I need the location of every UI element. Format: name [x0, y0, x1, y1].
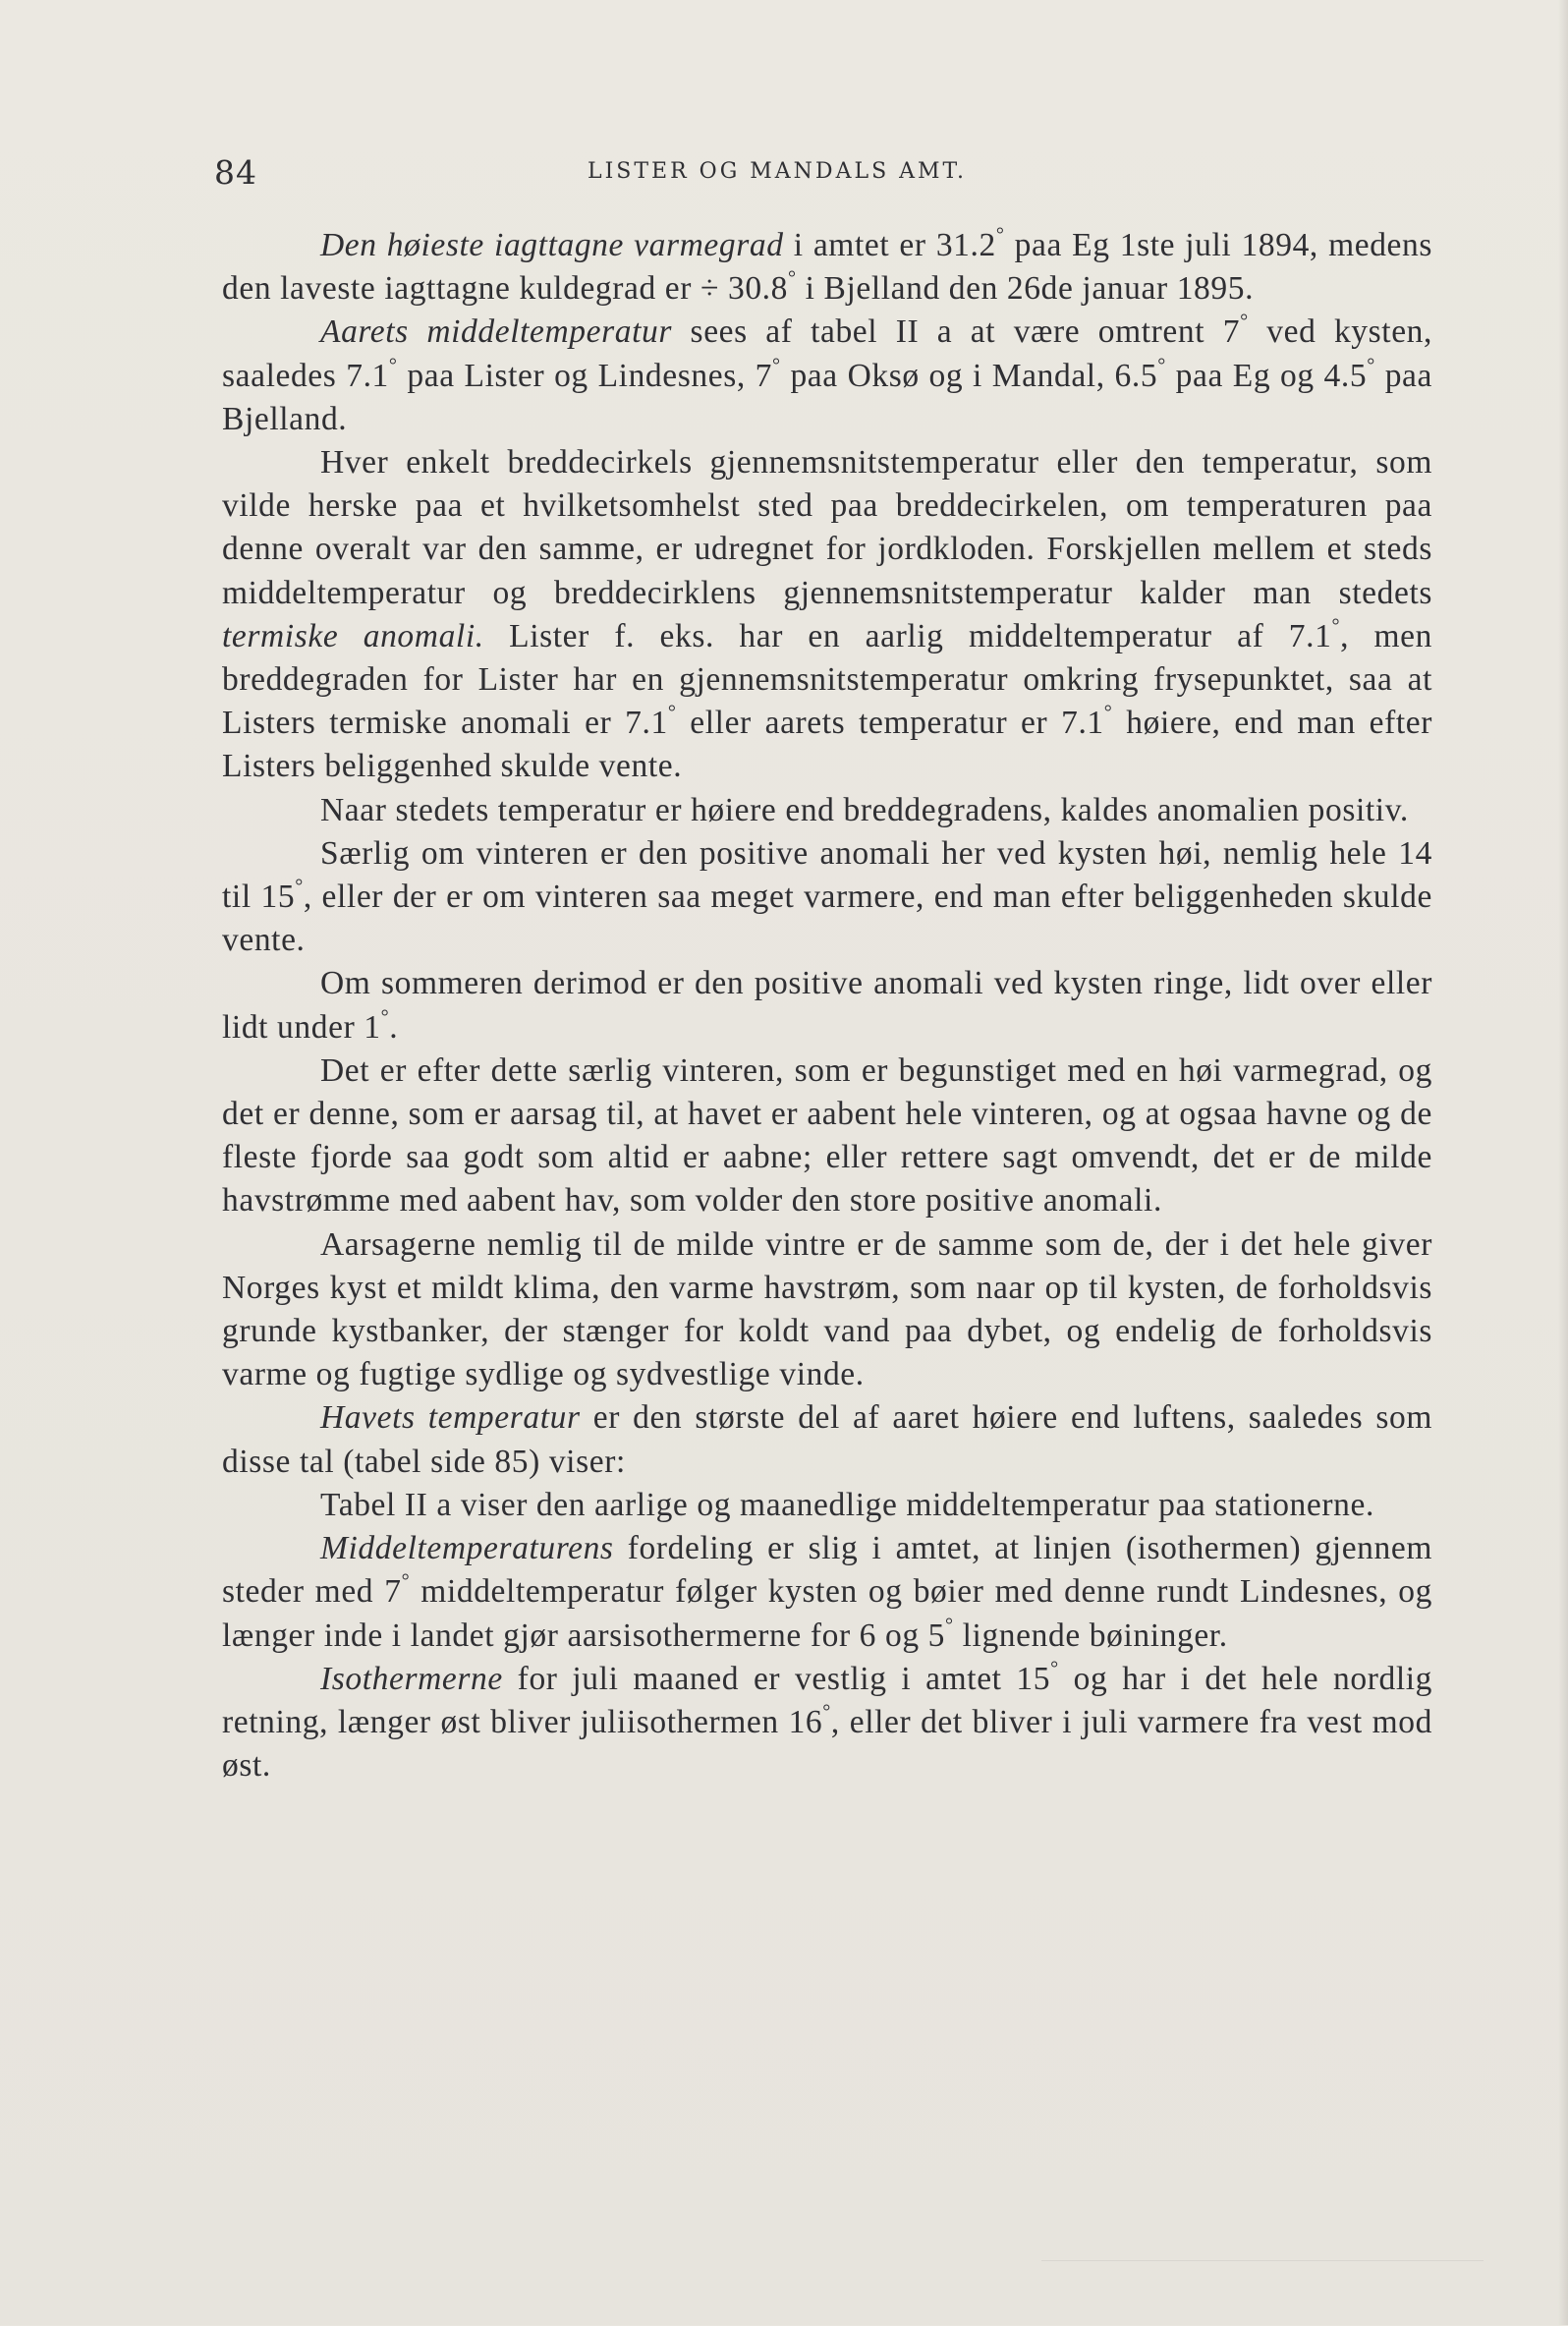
paragraph [222, 311, 1432, 441]
text-run: og har i det hele nordlig retning, længer øst bliver juliisothermen 16 [222, 1660, 1432, 1740]
text-run: Om sommeren derimod er den positive anomali ved kysten ringe, lidt over eller lidt under 1 [222, 965, 1432, 1046]
degree-sign: ° [667, 702, 677, 724]
degree-sign: ° [822, 1700, 831, 1723]
text-run: sees af tabel II a at være omtrent 7 [672, 313, 1241, 351]
text-run: paa Eg 1ste juli 1894, medens den laveste iagttagne kuldegrad er ÷ 30.8 [222, 227, 1432, 308]
degree-sign: ° [995, 223, 1005, 246]
text-run: middeltemperatur følger kysten og bøier med denne rundt Lindesnes, og længer inde i landet gjør aarsisothermerne for 6 og 5 [222, 1573, 1432, 1654]
text-run: , eller det bliver i juli varmere fra vest mod øst. [222, 1703, 1432, 1785]
text-run: Aarsagerne nemlig til de milde vintre er de samme som de, der i det hele giver Norges kyst et mildt klima, den varme havstrøm, som naar op til kysten, de forholdsvis grunde kystbanker, der stænger for koldt vand paa dybet, og endelig de forholdsvis varme og fugtige sydlige og sydvestlige vinde. [222, 1225, 1432, 1393]
text-run: . [389, 1008, 399, 1046]
text-run: Tabel II a viser den aarlige og maanedlige middeltemperatur paa stationerne. [320, 1486, 1374, 1523]
text-run: for juli maaned er vestlig i amtet 15 [502, 1660, 1051, 1697]
text-run: ved kysten, saaledes 7.1 [222, 313, 1432, 394]
degree-sign: ° [295, 875, 304, 897]
degree-sign: ° [1331, 614, 1341, 637]
text-run: paa Bjelland. [222, 357, 1432, 437]
degree-sign: ° [1367, 354, 1375, 376]
degree-sign: ° [388, 354, 398, 376]
text-run: paa Eg og 4.5 [1165, 357, 1368, 394]
paragraph [222, 962, 1432, 1049]
text-run: i Bjelland den 26de januar 1895. [796, 270, 1255, 308]
text-run: eller aarets temperatur er 7.1 [676, 705, 1104, 742]
degree-sign: ° [1157, 354, 1166, 376]
italic-term: Havets temperatur [320, 1399, 581, 1437]
text-run: Det er efter dette særlig vinteren, som er begunstiget med en høi varmegrad, og det er denne, som er aarsag til, at havet er aabent hele vinteren, og at ogsaa havne og de fleste fjorde saa godt som altid er aabne; eller rettere sagt omvendt, det er de milde havstrømme med aabent hav, som volder den store positive anomali. [222, 1051, 1432, 1220]
paragraph [222, 1050, 1432, 1223]
paragraph [222, 1396, 1432, 1483]
running-title: LISTER OG MANDALS AMT. [588, 159, 967, 184]
paragraph [222, 1484, 1432, 1527]
italic-term: Den høieste iagttagne varmegrad [320, 227, 784, 263]
page-edge-shadow [1558, 0, 1568, 2325]
degree-sign: ° [380, 1005, 390, 1028]
paragraph [222, 441, 1432, 789]
page-number: 84 [214, 153, 257, 192]
paragraph [222, 1658, 1432, 1788]
degree-sign: ° [771, 354, 781, 376]
text-run: paa Oksø og i Mandal, 6.5 [780, 357, 1158, 394]
text-run: er den største del af aaret høiere end luftens, saaledes som disse tal (tabel side 85) viser: [222, 1399, 1432, 1480]
degree-sign: ° [401, 1570, 411, 1593]
text-run: fordeling er slig i amtet, at linjen (isothermen) gjennem steder med 7 [222, 1530, 1432, 1611]
page-header [214, 153, 1437, 193]
text-run: høiere, end man efter Listers beliggenhed skulde vente. [222, 705, 1432, 785]
italic-term: Middeltemperaturens [320, 1530, 614, 1567]
degree-sign: ° [1103, 702, 1113, 724]
text-run: lignende bøininger. [953, 1617, 1228, 1654]
text-run: i amtet er 31.2 [783, 227, 996, 263]
text-run: Særlig om vinteren er den positive anomali her ved kysten høi, nemlig hele 14 til 15 [222, 834, 1432, 916]
paragraph [222, 224, 1432, 311]
text-run: Lister f. eks. har en aarlig middeltemperatur af 7.1 [483, 617, 1332, 654]
italic-term: Aarets middeltemperatur [320, 313, 673, 351]
paragraph [222, 1527, 1432, 1658]
text-run: , men breddegraden for Lister har en gjennemsnitstemperatur omkring frysepunktet, saa at Listers termiske anomali er 7.1 [222, 617, 1433, 742]
italic-term: termiske anomali. [222, 617, 484, 654]
page-fold [1041, 2260, 1484, 2326]
body-text [222, 224, 1432, 1787]
paragraph [222, 789, 1432, 832]
text-run: paa Lister og Lindesnes, 7 [397, 357, 772, 394]
paragraph [222, 832, 1432, 963]
paragraph [222, 1223, 1432, 1397]
text-run: Hver enkelt breddecirkels gjennemsnitstemperatur eller den temperatur, som vilde herske paa et hvilketsomhelst sted paa breddecirkelen, om temperaturen paa denne overalt var den samme, er udregnet for jordkloden. Forskjellen mellem et steds middeltemperatur og breddecirklens gjennemsnitstemperatur kalder man stedets [222, 444, 1432, 611]
degree-sign: ° [788, 267, 797, 290]
degree-sign: ° [945, 1614, 954, 1636]
degree-sign: ° [1240, 311, 1249, 333]
degree-sign: ° [1050, 1657, 1059, 1679]
italic-term: Isothermerne [320, 1660, 503, 1697]
text-run: , eller der er om vinteren saa meget varmere, end man efter beliggenheden skulde vente. [222, 879, 1432, 959]
text-run: Naar stedets temperatur er høiere end breddegradens, kaldes anomalien positiv. [320, 791, 1409, 828]
